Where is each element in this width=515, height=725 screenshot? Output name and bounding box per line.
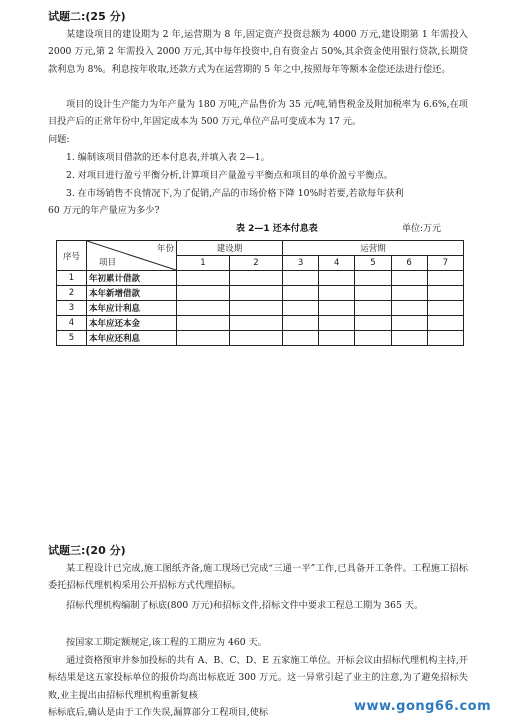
section-2-paragraph-2: 项目的设计生产能力为年产量为 180 万吨,产品售价为 35 元/吨,销售税金及附加税率为 6.6%,在项目投产后的正常年份中,年固定成本为 500 万元,单位产品可变成本为 17 元。	[48, 99, 468, 128]
table-unit: 单位:万元	[402, 224, 442, 234]
row-item: 本年应还本金	[87, 316, 177, 331]
year-cell: 1	[177, 256, 230, 271]
section-3-paragraph-4: 通过资格预审并参加投标的共有 A、B、C、D、E 五家施工单位。开标会议由招标代理机构主持,开标结果是这五家投标单位的报价均高出标底近 300 万元。这一异常引起了业主的注意,为了避免招标失败,业主提出由招标代理机构重新复核	[48, 655, 468, 701]
header-diagonal-cell	[87, 241, 177, 271]
row-number: 4	[57, 316, 87, 331]
repayment-table	[56, 240, 464, 346]
table-row	[57, 271, 464, 286]
table-row	[57, 286, 464, 301]
table-header-row	[57, 241, 464, 256]
table-caption: 表 2—1 还本付息表	[236, 224, 318, 234]
section-3-paragraph-2: 招标代理机构编制了标底(800 万元)和招标文件,招标文件中要求工程总工期为 365 天。	[66, 600, 424, 611]
table-row	[57, 331, 464, 346]
watermark-logo: www.gong66.com	[354, 699, 492, 714]
header-operation-period: 运营期	[282, 241, 463, 256]
row-item: 本年新增借款	[87, 286, 177, 301]
row-number: 2	[57, 286, 87, 301]
question-2: 2. 对项目进行盈亏平衡分析,计算项目产量盈亏平衡点和项目的单价盈亏平衡点。	[66, 170, 393, 181]
year-cell: 6	[391, 256, 427, 271]
table-row	[57, 301, 464, 316]
question-1: 1. 编制该项目借款的还本付息表,并填入表 2—1。	[66, 152, 270, 163]
year-cell: 4	[319, 256, 355, 271]
section-2-title: 试题二:(25 分)	[48, 10, 126, 23]
row-item: 年初累计借款	[87, 271, 177, 286]
row-item: 本年应还利息	[87, 331, 177, 346]
header-item: 项目	[99, 258, 117, 268]
header-year: 年份	[156, 244, 174, 254]
year-cell: 5	[355, 256, 391, 271]
section-3-title: 试题三:(20 分)	[48, 544, 126, 557]
year-cell: 3	[282, 256, 318, 271]
section-3-paragraph-1: 某工程设计已完成,施工图纸齐备,施工现场已完成“三通一平”工作,已具备开工条件。工程施工招标委托招标代理机构采用公开招标方式代理招标。	[48, 563, 468, 592]
row-item: 本年应计利息	[87, 301, 177, 316]
section-2-paragraph-1: 某建设项目的建设期为 2 年,运营期为 8 年,固定资产投资总额为 4000 万元,建设期第 1 年需投入 2000 万元,第 2 年需投入 2000 万元,其中每年投资中,自有资金占 50%,其余资金使用银行贷款,长期贷款利息为 8%。利息按年收取,还款方式为在运营期的 5 年之中,按照每年等额本金偿还法进行偿还。	[48, 29, 468, 75]
question-3-line-1: 3. 在市场销售不良情况下,为了促销,产品的市场价格下降 10%时若要,若欲每年获利	[66, 188, 404, 199]
question-3-line-2: 60 万元的年产量应为多少?	[48, 205, 160, 216]
row-number: 3	[57, 301, 87, 316]
year-cell: 2	[229, 256, 282, 271]
header-construction-period: 建设期	[177, 241, 283, 256]
section-3-paragraph-3: 按国家工期定额规定,该工程的工期应为 460 天。	[66, 637, 267, 648]
table-row	[57, 316, 464, 331]
row-number: 1	[57, 271, 87, 286]
header-seq: 序号	[57, 241, 87, 271]
questions-label: 问题:	[48, 134, 70, 145]
section-3-paragraph-5: 标标底后,确认是由于工作失误,漏算部分工程项目,使标	[48, 707, 269, 718]
row-number: 5	[57, 331, 87, 346]
year-cell: 7	[427, 256, 463, 271]
